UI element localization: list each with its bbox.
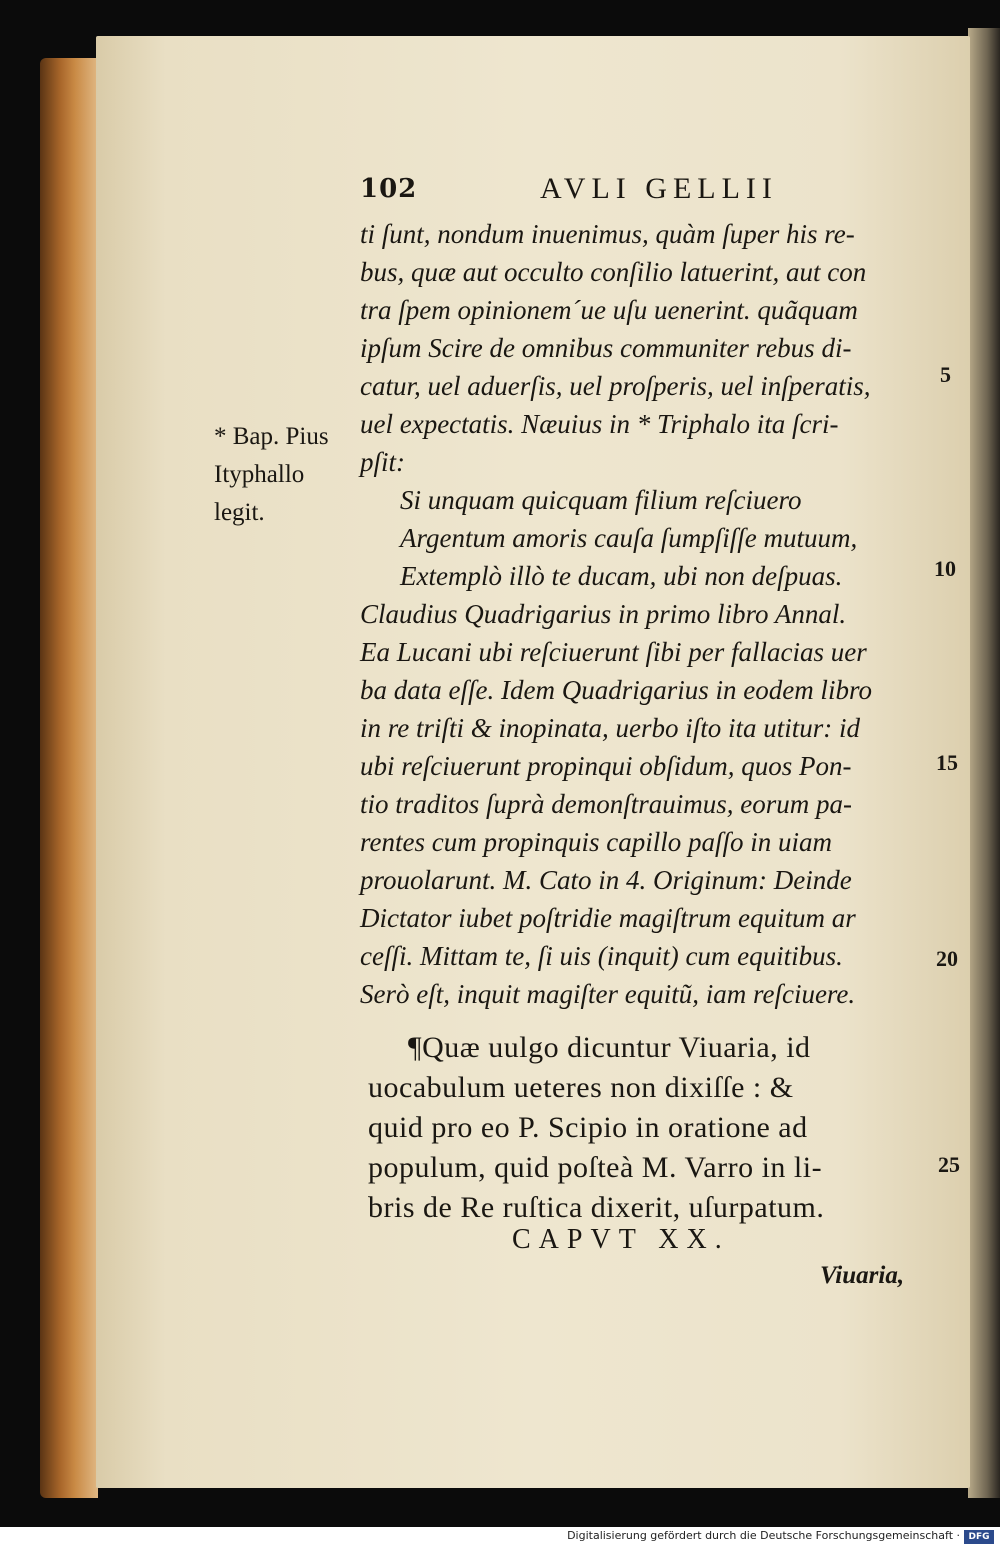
marginal-note (214, 418, 354, 532)
body-line: pſit: (360, 447, 405, 477)
line-number: 10 (934, 556, 956, 581)
summary-line: ¶Quæ uulgo dicuntur Viuaria, id (408, 1031, 811, 1064)
catchword: Viuaria, (820, 1262, 905, 1289)
body-line: ipſum Scire de omnibus communiter rebus di- (360, 333, 852, 363)
body-text (360, 215, 920, 1013)
body-line: Ea Lucani ubi reſciuerunt ſibi per fallacias uer (360, 637, 867, 667)
body-line: Si unquam quicquam filium reſciuero (400, 485, 802, 515)
body-line: Argentum amoris cauſa ſumpſiſſe mutuum, (400, 523, 858, 553)
body-line: rentes cum propinquis capillo paſſo in uiam (360, 827, 832, 857)
marginal-note-line: Ityphallo (214, 461, 305, 488)
body-line: Extemplò illò te ducam, ubi non deſpuas. (400, 561, 843, 591)
body-line: Dictator iubet poſtridie magiſtrum equitum ar (360, 903, 856, 933)
body-line: Serò eſt, inquit magiſter equitũ, iam reſciuere. (360, 979, 856, 1009)
chapter-heading: CAPVT XX. (512, 1224, 730, 1255)
marginal-note-line: legit. (214, 499, 265, 526)
body-line: uel expectatis. Næuius in * Triphalo ita ſcri- (360, 409, 839, 439)
line-number: 20 (936, 946, 958, 971)
line-number: 5 (940, 362, 951, 387)
running-title: AVLI GELLII (540, 172, 778, 205)
body-line: ceſſi. Mittam te, ſi uis (inquit) cum equitibus. (360, 941, 843, 971)
footer-bar (0, 1527, 1000, 1547)
dfg-logo-icon: DFG (964, 1530, 994, 1544)
body-line: ti ſunt, nondum inuenimus, quàm ſuper his re- (360, 219, 855, 249)
summary-line: uocabulum ueteres non dixiſſe : & (368, 1071, 794, 1104)
body-line: ba data eſſe. Idem Quadrigarius in eodem libro (360, 675, 872, 705)
body-line: prouolarunt. M. Cato in 4. Originum: Deinde (360, 865, 852, 895)
body-line: bus, quæ aut occulto conſilio latuerint, aut con (360, 257, 867, 287)
line-number: 15 (936, 750, 958, 775)
summary-line: quid pro eo P. Scipio in oratione ad (368, 1111, 808, 1144)
body-line: tio traditos ſuprà demonſtrauimus, eorum pa- (360, 789, 853, 819)
body-line: Claudius Quadrigarius in primo libro Annal. (360, 599, 847, 629)
body-line: ubi reſciuerunt propinqui obſidum, quos Pon- (360, 751, 852, 781)
summary-line: bris de Re ruſtica dixerit, uſurpatum. (368, 1191, 825, 1224)
marginal-note-line: * Bap. Pius (214, 423, 329, 450)
footer-credit: Digitalisierung gefördert durch die Deutsche Forschungsgemeinschaft · (567, 1529, 960, 1542)
body-line: catur, uel aduerſis, uel proſperis, uel inſperatis, (360, 371, 871, 401)
body-line: in re triſti & inopinata, uerbo iſto ita utitur: id (360, 713, 861, 743)
book-edge-right (968, 28, 1000, 1498)
line-number: 25 (938, 1152, 960, 1177)
body-line: tra ſpem opinionem´ue uſu uenerint. quãquam (360, 295, 858, 325)
running-head (360, 172, 900, 208)
chapter-summary (368, 1028, 928, 1228)
page-number: 102 (360, 174, 418, 204)
book-edge-left (40, 58, 98, 1498)
summary-line: populum, quid poſteà M. Varro in li- (368, 1151, 823, 1184)
